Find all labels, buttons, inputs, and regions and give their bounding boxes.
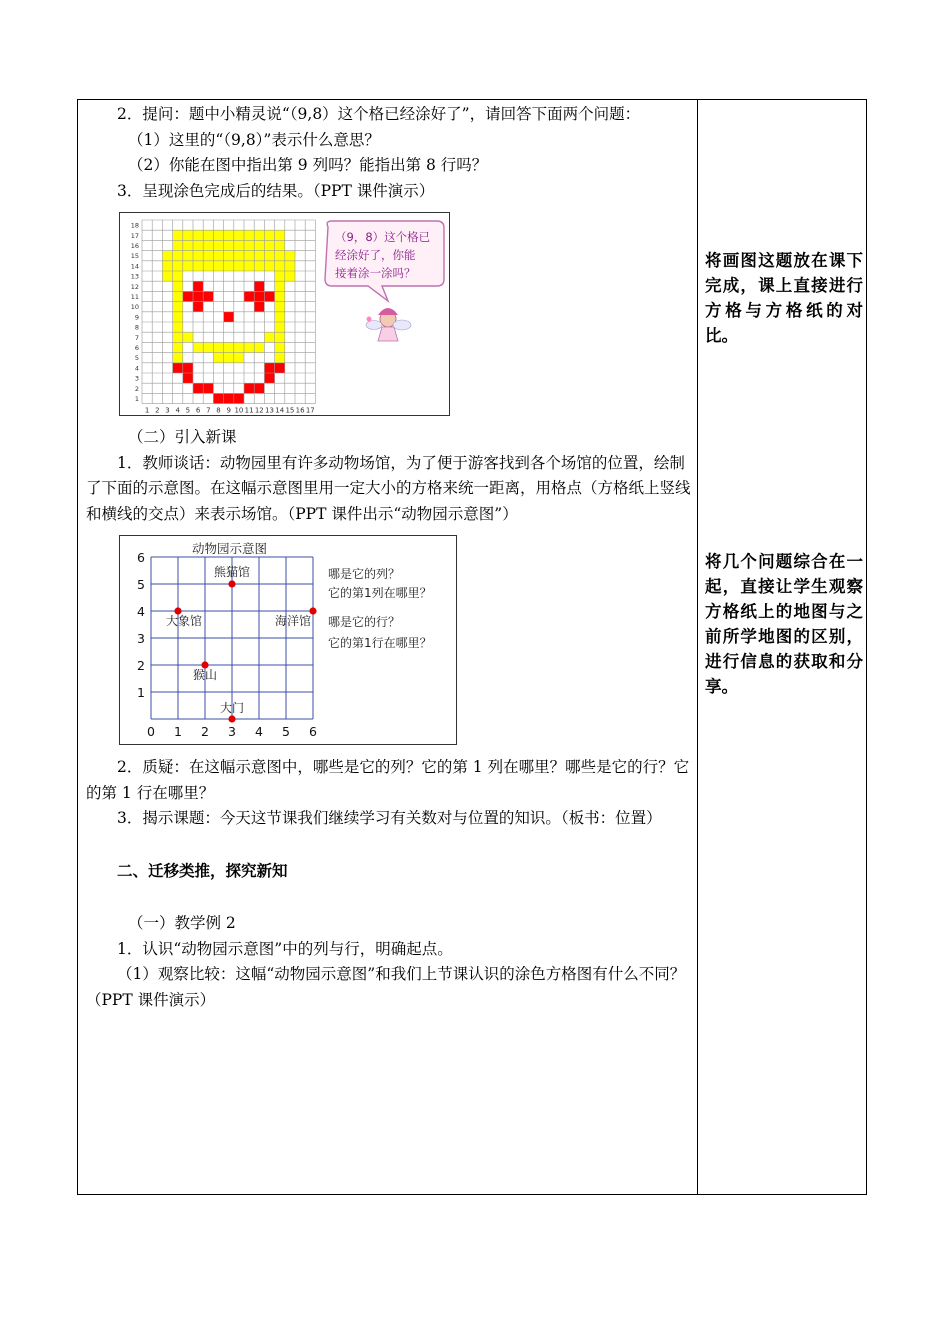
- yellow-cell: [224, 240, 234, 250]
- red-cell: [193, 383, 203, 393]
- yellow-cell: [244, 251, 254, 261]
- lesson-table: [77, 99, 867, 1195]
- yellow-cell: [183, 251, 193, 261]
- yellow-cell: [254, 261, 264, 271]
- yellow-cell: [275, 353, 285, 363]
- place-point: [228, 580, 235, 587]
- paragraph: 1．认识“动物园示意图”中的列与行，明确起点。: [117, 939, 453, 958]
- red-cell: [193, 302, 203, 312]
- paragraph: 1．教师谈话：动物园里有许多动物场馆，为了便于游客找到各个场馆的位置，绘制了下面的示意图。在这幅示意图里用一定大小的方格来统一距离，用格点（方格纸上竖线和横线的交点）来表示场馆。（PPT 课件出示“动物园示意图”）: [86, 453, 691, 523]
- fairy-illustration: [366, 308, 411, 341]
- paragraph: （2）你能在图中指出第 9 列吗？能指出第 8 行吗？: [128, 156, 488, 174]
- row-label: 5: [134, 354, 139, 363]
- row-label: 13: [130, 272, 139, 281]
- place-label: 大象馆: [165, 614, 203, 628]
- yellow-cell: [203, 342, 213, 352]
- column-label: 13: [265, 406, 274, 415]
- yellow-cell: [173, 332, 183, 342]
- place-label: 熊猫馆: [213, 565, 251, 579]
- column-label: 2: [155, 406, 160, 415]
- x-tick-label: 5: [282, 724, 290, 739]
- row-label: 2: [134, 384, 139, 393]
- column-label: 3: [165, 406, 170, 415]
- red-cell: [244, 383, 254, 393]
- question-text: 哪是它的列？: [328, 567, 401, 581]
- yellow-cell: [183, 332, 193, 342]
- red-cell: [264, 291, 274, 301]
- yellow-cell: [275, 332, 285, 342]
- yellow-cell: [213, 353, 223, 363]
- yellow-cell: [162, 251, 172, 261]
- red-cell: [183, 363, 193, 373]
- x-tick-label: 3: [228, 724, 236, 739]
- y-tick-label: 6: [137, 550, 145, 565]
- column-label: 7: [206, 406, 211, 415]
- bubble-line: 接着涂一涂吗？: [335, 266, 416, 280]
- yellow-cell: [254, 230, 264, 240]
- bubble-line: 经涂好了，你能: [335, 248, 416, 262]
- yellow-cell: [173, 230, 183, 240]
- yellow-cell: [275, 312, 285, 322]
- yellow-cell: [275, 281, 285, 291]
- yellow-cell: [193, 342, 203, 352]
- yellow-cell: [275, 251, 285, 261]
- yellow-cell: [264, 261, 274, 271]
- column-label: 5: [185, 406, 191, 415]
- column-label: 16: [295, 406, 305, 415]
- yellow-cell: [173, 302, 183, 312]
- red-cell: [183, 373, 193, 383]
- yellow-cell: [224, 261, 234, 271]
- x-tick-label: 2: [201, 724, 209, 739]
- paragraph: 2．质疑：在这幅示意图中，哪些是它的列？它的第 1 列在哪里？哪些是它的行？它的第 1 行在哪里？: [86, 758, 690, 802]
- place-point: [228, 715, 235, 722]
- yellow-cell: [173, 281, 183, 291]
- y-tick-label: 3: [137, 631, 145, 646]
- yellow-cell: [264, 332, 274, 342]
- red-cell: [224, 312, 234, 322]
- yellow-cell: [203, 261, 213, 271]
- yellow-cell: [213, 230, 223, 240]
- question-text: 它的第1列在哪里？: [328, 586, 432, 600]
- yellow-cell: [234, 251, 244, 261]
- question-text: 它的第1行在哪里？: [328, 636, 432, 650]
- yellow-cell: [254, 240, 264, 250]
- yellow-cell: [173, 251, 183, 261]
- section-heading: （二）引入新课: [128, 428, 237, 446]
- yellow-cell: [275, 322, 285, 332]
- red-cell: [275, 363, 285, 373]
- row-label: 14: [130, 262, 139, 271]
- place-label: 大门: [219, 701, 245, 715]
- y-tick-label: 2: [137, 658, 145, 673]
- red-cell: [254, 383, 264, 393]
- red-cell: [193, 281, 203, 291]
- main-column: [86, 102, 692, 1013]
- red-cell: [254, 302, 264, 312]
- yellow-cell: [275, 302, 285, 312]
- yellow-cell: [234, 342, 244, 352]
- red-cell: [213, 393, 223, 403]
- y-tick-label: 5: [137, 577, 145, 592]
- yellow-cell: [244, 230, 254, 240]
- yellow-cell: [213, 251, 223, 261]
- subsection-heading: （一）教学例 2: [128, 914, 236, 932]
- yellow-cell: [264, 230, 274, 240]
- yellow-cell: [275, 261, 285, 271]
- paragraph: （1）观察比较：这幅“动物园示意图”和我们上节课认识的涂色方格图有什么不同？（PPT 课件演示）: [86, 965, 686, 1009]
- red-cell: [264, 373, 274, 383]
- speech-bubble: [325, 221, 444, 301]
- paragraph: 2．提问：题中小精灵说“（9,8）这个格已经涂好了”，请回答下面两个问题：: [117, 105, 641, 123]
- yellow-cell: [203, 251, 213, 261]
- row-label: 18: [130, 221, 139, 230]
- yellow-cell: [183, 230, 193, 240]
- row-label: 4: [134, 364, 139, 373]
- red-cell: [244, 291, 254, 301]
- red-cell: [203, 291, 213, 301]
- red-cell: [173, 363, 183, 373]
- column-label: 17: [305, 406, 315, 415]
- yellow-cell: [224, 230, 234, 240]
- red-cell: [193, 291, 203, 301]
- yellow-cell: [183, 261, 193, 271]
- yellow-cell: [213, 261, 223, 271]
- yellow-cell: [173, 322, 183, 332]
- column-label: 10: [234, 406, 244, 415]
- yellow-cell: [183, 240, 193, 250]
- coloring-grid-svg: [120, 213, 449, 415]
- red-cell: [264, 363, 274, 373]
- zoo-map-svg: [120, 536, 456, 744]
- yellow-cell: [203, 240, 213, 250]
- x-tick-label: 4: [255, 724, 263, 739]
- yellow-cell: [173, 342, 183, 352]
- yellow-cell: [275, 230, 285, 240]
- yellow-cell: [213, 240, 223, 250]
- yellow-cell: [234, 230, 244, 240]
- place-label: 猴山: [192, 668, 218, 682]
- map-title: 动物园示意图: [192, 541, 268, 556]
- yellow-cell: [193, 251, 203, 261]
- bubble-line: （9，8）这个格已: [335, 230, 431, 244]
- yellow-cell: [264, 240, 274, 250]
- column-label: 9: [226, 406, 231, 415]
- yellow-cell: [224, 251, 234, 261]
- question-text: 哪是它的行？: [328, 615, 401, 629]
- place-label: 海洋馆: [274, 614, 311, 628]
- yellow-cell: [173, 271, 183, 281]
- x-tick-label: 6: [309, 724, 317, 739]
- yellow-cell: [173, 312, 183, 322]
- yellow-cell: [264, 251, 274, 261]
- yellow-cell: [203, 230, 213, 240]
- yellow-cell: [275, 342, 285, 352]
- row-label: 17: [130, 231, 139, 240]
- row-label: 1: [134, 395, 139, 403]
- yellow-cell: [193, 261, 203, 271]
- yellow-cell: [285, 261, 295, 271]
- yellow-cell: [244, 342, 254, 352]
- yellow-cell: [234, 353, 244, 363]
- yellow-cell: [224, 353, 234, 363]
- yellow-cell: [285, 251, 295, 261]
- paragraph: 3．揭示课题：今天这节课我们继续学习有关数对与位置的知识。（板书：位置）: [117, 809, 662, 827]
- column-divider: [697, 100, 698, 1194]
- column-label: 6: [195, 406, 201, 415]
- yellow-cell: [234, 240, 244, 250]
- yellow-cell: [254, 342, 264, 352]
- row-label: 11: [130, 293, 139, 301]
- column-label: 15: [285, 406, 295, 415]
- red-cell: [254, 291, 264, 301]
- yellow-cell: [244, 261, 254, 271]
- x-tick-label: 1: [174, 724, 182, 739]
- row-label: 7: [134, 333, 139, 342]
- row-label: 12: [130, 282, 139, 291]
- yellow-cell: [275, 291, 285, 301]
- row-label: 16: [130, 242, 139, 250]
- y-tick-label: 4: [137, 604, 145, 619]
- zoo-map-figure: [119, 535, 457, 745]
- paragraph: （1）这里的“（9,8）”表示什么意思？: [128, 130, 380, 149]
- column-label: 1: [144, 406, 150, 415]
- red-cell: [254, 281, 264, 291]
- yellow-cell: [162, 261, 172, 271]
- red-cell: [203, 383, 213, 393]
- yellow-cell: [285, 271, 295, 281]
- coloring-grid-figure: [119, 212, 450, 416]
- yellow-cell: [173, 353, 183, 363]
- yellow-cell: [193, 230, 203, 240]
- red-cell: [234, 393, 244, 403]
- yellow-cell: [244, 240, 254, 250]
- section-heading: 二、迁移类推，探究新知: [117, 861, 288, 880]
- yellow-cell: [213, 342, 223, 352]
- column-label: 14: [275, 406, 285, 415]
- column-label: 12: [254, 406, 264, 415]
- row-label: 6: [134, 344, 139, 352]
- yellow-cell: [173, 261, 183, 271]
- x-tick-label: 0: [147, 724, 155, 739]
- red-cell: [224, 393, 234, 403]
- y-tick-label: 1: [137, 685, 145, 700]
- yellow-cell: [173, 291, 183, 301]
- yellow-cell: [275, 271, 285, 281]
- column-label: 8: [216, 406, 221, 415]
- paragraph: 3．呈现涂色完成后的结果。（PPT 课件演示）: [117, 181, 435, 200]
- yellow-cell: [254, 251, 264, 261]
- yellow-cell: [173, 240, 183, 250]
- row-label: 8: [134, 323, 139, 332]
- row-label: 3: [134, 374, 139, 383]
- yellow-cell: [224, 342, 234, 352]
- column-label: 4: [175, 406, 180, 415]
- yellow-cell: [275, 240, 285, 250]
- yellow-cell: [193, 240, 203, 250]
- row-label: 15: [130, 252, 139, 261]
- row-label: 9: [134, 313, 139, 322]
- row-label: 10: [130, 303, 139, 312]
- yellow-cell: [162, 271, 172, 281]
- red-cell: [183, 291, 193, 301]
- column-label: 11: [244, 406, 254, 415]
- yellow-cell: [234, 261, 244, 271]
- side-note: 将画图这题放在课下完成，课上直接进行方格与方格纸的对比。: [705, 251, 863, 345]
- side-note: 将几个问题综合在一起，直接让学生观察方格纸上的地图与之前所学地图的区别，进行信息的获取和分享。: [705, 552, 863, 696]
